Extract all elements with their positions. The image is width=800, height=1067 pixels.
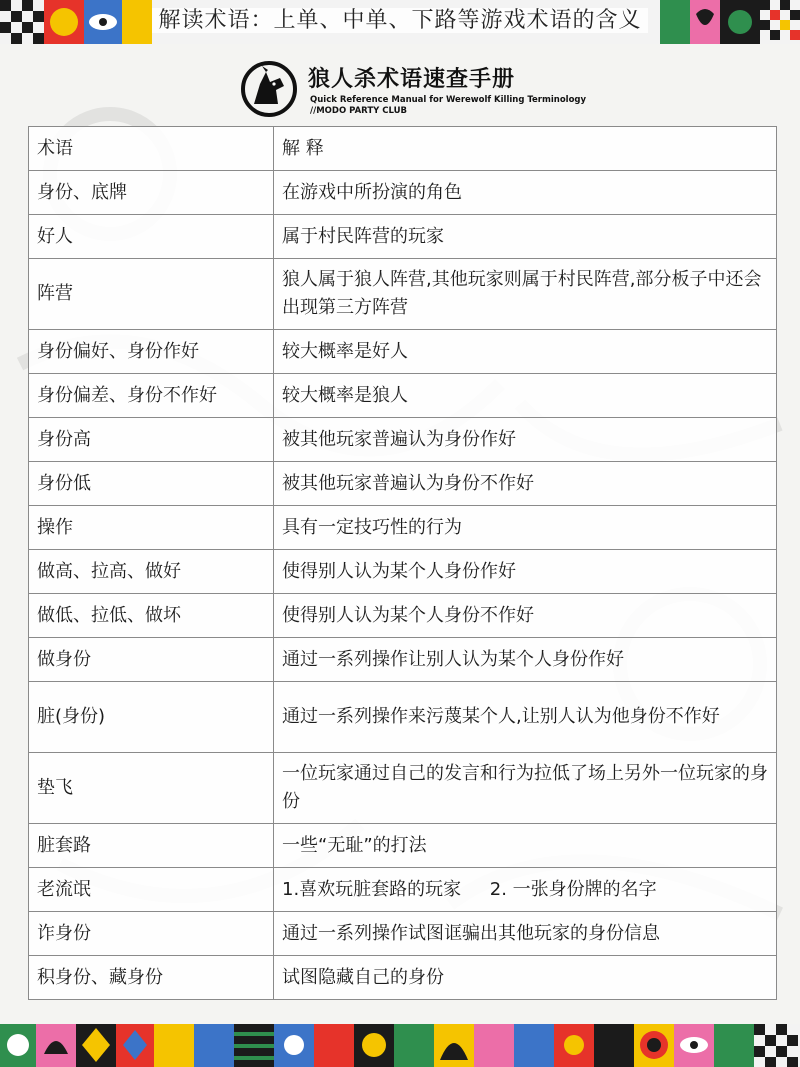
wolf-logo-icon xyxy=(240,60,298,118)
table-row xyxy=(29,462,777,506)
meaning-cell: 狼人属于狼人阵营,其他玩家则属于村民阵营,部分板子中还会出现第三方阵营 xyxy=(274,259,777,330)
term-cell: 做低、拉低、做坏 xyxy=(29,594,274,638)
term-cell: 身份偏差、身份不作好 xyxy=(29,374,274,418)
term-cell: 脏套路 xyxy=(29,824,274,868)
terminology-table xyxy=(28,126,777,1000)
term-cell: 身份、底牌 xyxy=(29,171,274,215)
table-row xyxy=(29,215,777,259)
meaning-cell: 被其他玩家普遍认为身份作好 xyxy=(274,418,777,462)
table-row xyxy=(29,912,777,956)
table-row xyxy=(29,259,777,330)
table-row xyxy=(29,638,777,682)
page-caption xyxy=(0,6,800,36)
bottom-pattern-band xyxy=(0,1024,800,1067)
term-cell: 积身份、藏身份 xyxy=(29,956,274,1000)
meaning-cell: 一些“无耻”的打法 xyxy=(274,824,777,868)
page-caption-text: 解读术语：上单、中单、下路等游戏术语的含义 xyxy=(152,8,647,33)
meaning-cell: 使得别人认为某个人身份作好 xyxy=(274,550,777,594)
header-meaning: 解 释 xyxy=(274,127,777,171)
table-row xyxy=(29,682,777,753)
term-cell: 老流氓 xyxy=(29,868,274,912)
meaning-cell: 属于村民阵营的玩家 xyxy=(274,215,777,259)
meaning-cell: 通过一系列操作来污蔑某个人,让别人认为他身份不作好 xyxy=(274,682,777,753)
meaning-cell: 具有一定技巧性的行为 xyxy=(274,506,777,550)
table-header-row xyxy=(29,127,777,171)
meaning-cell: 被其他玩家普遍认为身份不作好 xyxy=(274,462,777,506)
table-row xyxy=(29,868,777,912)
table-row xyxy=(29,956,777,1000)
term-cell: 阵营 xyxy=(29,259,274,330)
meaning-cell: 较大概率是好人 xyxy=(274,330,777,374)
table-row xyxy=(29,330,777,374)
meaning-cell: 试图隐藏自己的身份 xyxy=(274,956,777,1000)
term-cell: 操作 xyxy=(29,506,274,550)
meaning-cell: 在游戏中所扮演的角色 xyxy=(274,171,777,215)
term-cell: 诈身份 xyxy=(29,912,274,956)
table-row xyxy=(29,506,777,550)
meaning-cell: 1.喜欢玩脏套路的玩家 2. 一张身份牌的名字 xyxy=(274,868,777,912)
meaning-cell: 通过一系列操作让别人认为某个人身份作好 xyxy=(274,638,777,682)
table-row xyxy=(29,171,777,215)
table-row xyxy=(29,418,777,462)
term-cell: 身份高 xyxy=(29,418,274,462)
meaning-cell: 一位玩家通过自己的发言和行为拉低了场上另外一位玩家的身份 xyxy=(274,753,777,824)
meaning-cell: 使得别人认为某个人身份不作好 xyxy=(274,594,777,638)
term-cell: 好人 xyxy=(29,215,274,259)
term-cell: 脏(身份) xyxy=(29,682,274,753)
table-row xyxy=(29,550,777,594)
manual-title: 狼人杀术语速查手册 xyxy=(308,67,516,92)
table-row xyxy=(29,753,777,824)
term-cell: 做身份 xyxy=(29,638,274,682)
table-row xyxy=(29,824,777,868)
meaning-cell: 通过一系列操作试图诓骗出其他玩家的身份信息 xyxy=(274,912,777,956)
bottom-pattern-graphic xyxy=(0,1024,800,1067)
term-cell: 做高、拉高、做好 xyxy=(29,550,274,594)
header-term: 术语 xyxy=(29,127,274,171)
table-row xyxy=(29,594,777,638)
term-cell: 身份偏好、身份作好 xyxy=(29,330,274,374)
term-cell: 垫飞 xyxy=(29,753,274,824)
manual-subtitle-english: Quick Reference Manual for Werewolf Killing Terminology xyxy=(310,95,587,105)
meaning-cell: 较大概率是狼人 xyxy=(274,374,777,418)
table-row xyxy=(29,374,777,418)
term-cell: 身份低 xyxy=(29,462,274,506)
club-name: //MODO PARTY CLUB xyxy=(310,106,407,116)
